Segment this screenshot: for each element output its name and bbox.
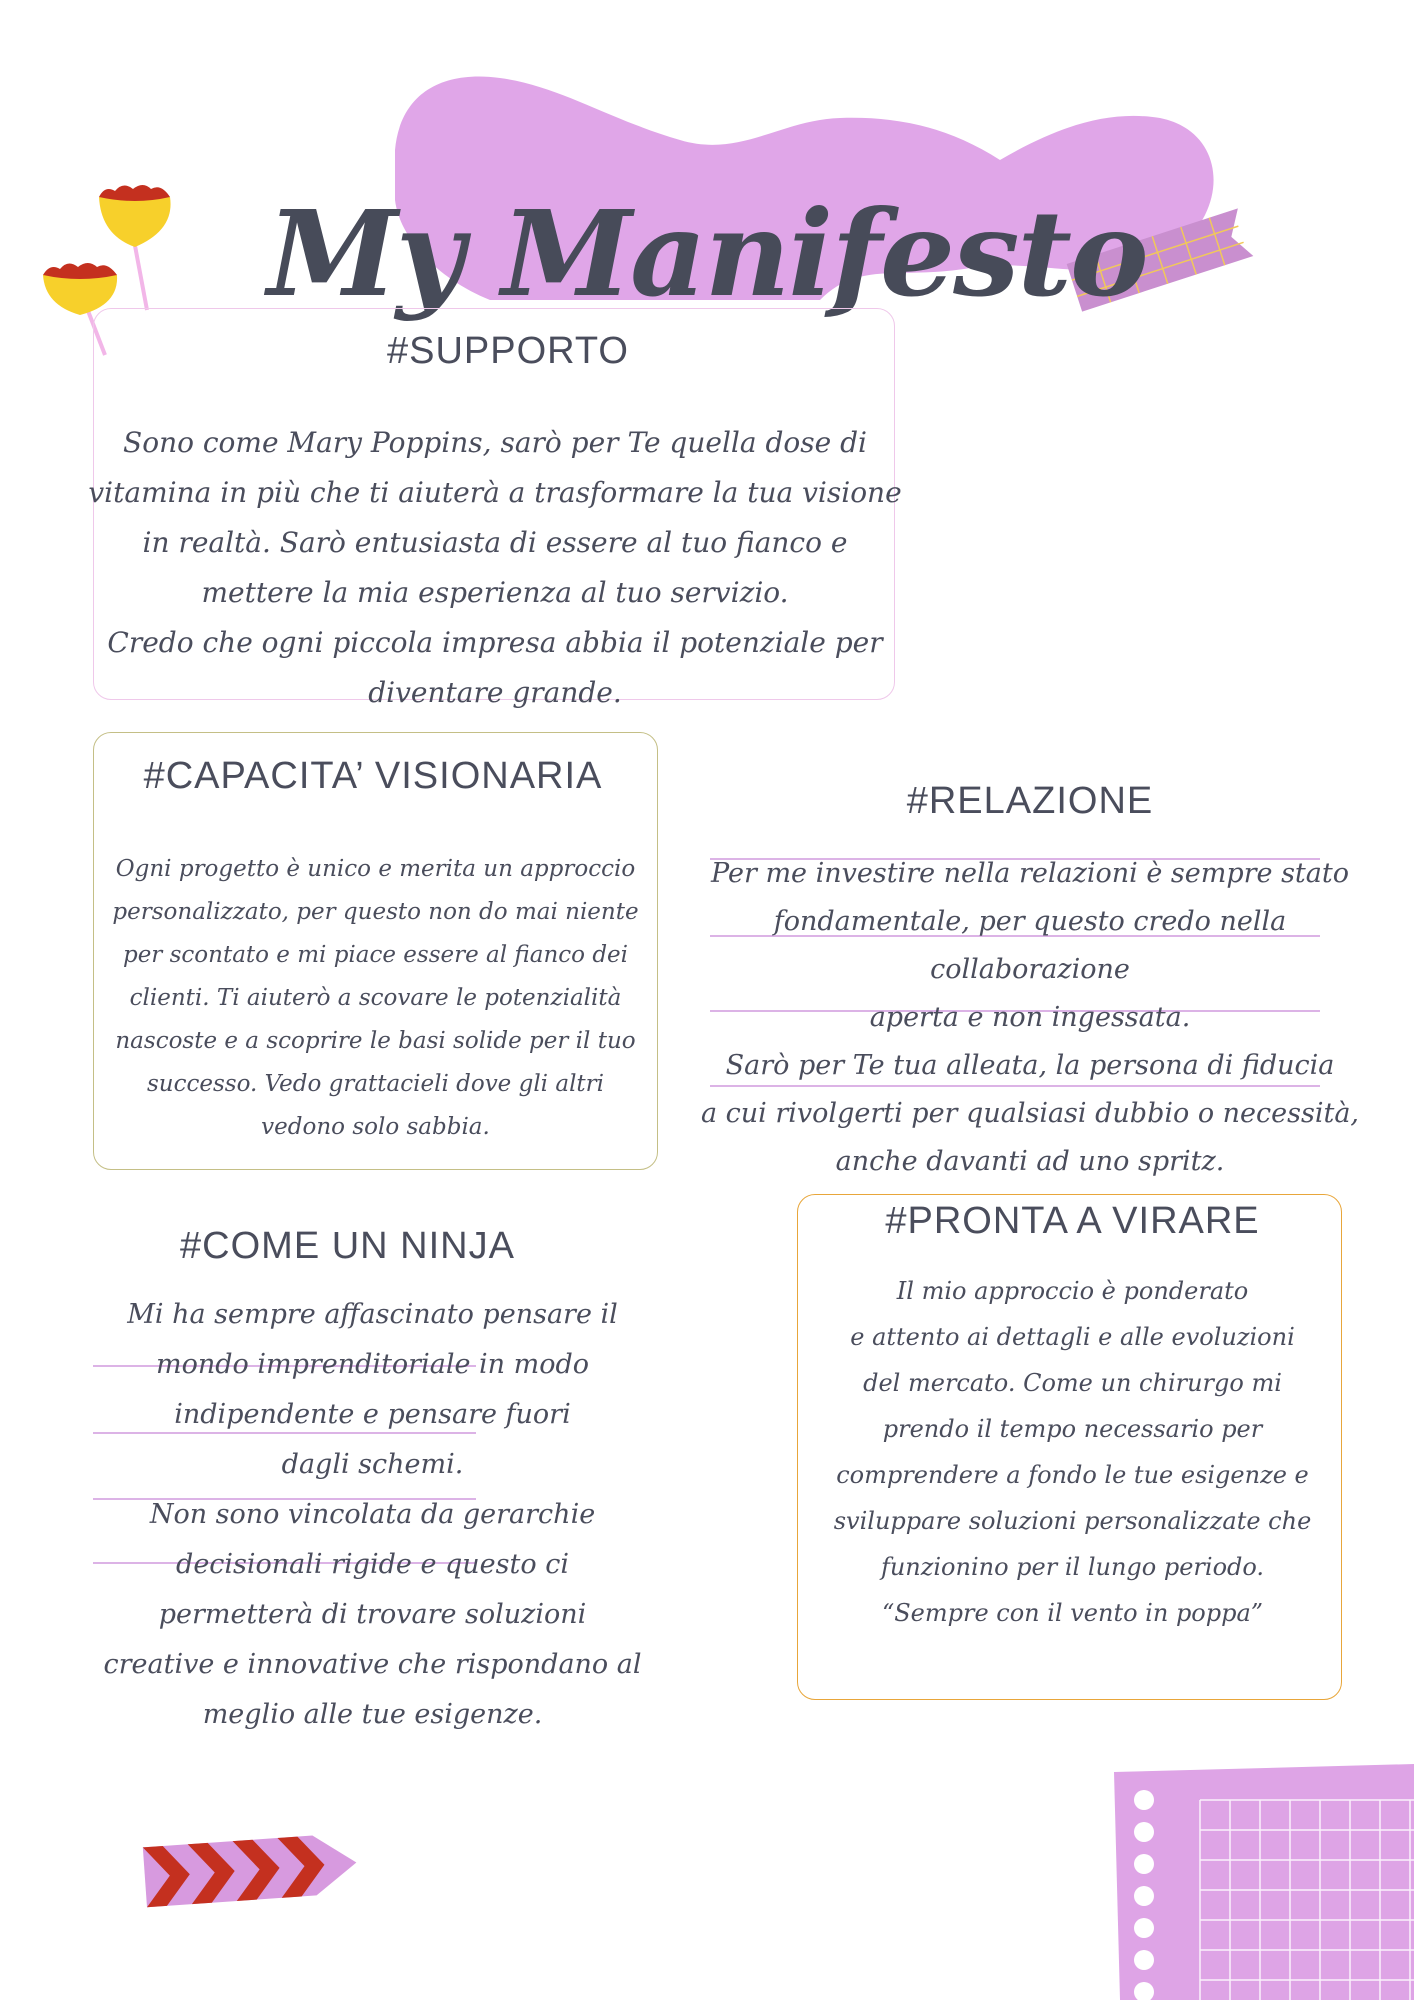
visionaria-line: successo. Vedo grattacieli dove gli altri [146, 1071, 605, 1097]
supporto-heading: #SUPPORTO [386, 330, 629, 372]
ninja-heading: #COME UN NINJA [180, 1225, 515, 1267]
ninja-line: Mi ha sempre affascinato pensare il [127, 1299, 618, 1330]
ninja-line: mondo imprenditoriale in modo [155, 1349, 590, 1380]
relazione-line: aperta e non ingessata. [869, 1002, 1191, 1033]
supporto-line: mettere la mia esperienza al tuo servizio. [201, 576, 789, 609]
visionaria-line: per scontato e mi piace essere al fianco dei [122, 942, 629, 968]
visionaria-line: personalizzato, per questo non do mai niente [112, 899, 639, 925]
virare-line: Il mio approccio è ponderato [896, 1277, 1249, 1305]
virare-line: comprendere a fondo le tue esigenze e [836, 1461, 1309, 1489]
ninja-line: permetterà di trovare soluzioni [158, 1599, 587, 1630]
supporto-text [70, 418, 920, 718]
ninja-line: decisionali rigide e questo ci [176, 1549, 569, 1580]
virare-line: e attento ai dettagli e alle evoluzioni [850, 1323, 1295, 1351]
visionaria-heading: #CAPACITA’ VISIONARIA [143, 755, 603, 797]
virare-line: funzionino per il lungo periodo. [880, 1553, 1265, 1581]
virare-line: “Sempre con il vento in poppa” [881, 1599, 1264, 1627]
chevron-tape-icon [135, 1820, 365, 1930]
relazione-line: Per me investire nella relazioni è sempre stato [711, 858, 1349, 889]
ninja-line: meglio alle tue esigenze. [202, 1699, 543, 1730]
virare-heading: #PRONTA A VIRARE [885, 1200, 1260, 1242]
visionaria-line: clienti. Ti aiuterò a scovare le potenzialità [129, 985, 622, 1011]
ninja-line: Non sono vincolata da gerarchie [149, 1499, 596, 1530]
visionaria-line: nascoste e a scoprire le basi solide per il tuo [115, 1028, 636, 1054]
relazione-line: fondamentale, per questo credo nella collaborazione [773, 906, 1287, 985]
relazione-text [690, 850, 1370, 1186]
notebook-page-icon [1110, 1760, 1414, 2000]
supporto-line: in realtà. Sarò entusiasta di essere al tuo fianco e [142, 526, 848, 559]
virare-line: sviluppare soluzioni personalizzate che [833, 1507, 1312, 1535]
virare-line: prendo il tempo necessario per [882, 1415, 1263, 1443]
visionaria-line: vedono solo sabbia. [261, 1114, 490, 1140]
supporto-line: Credo che ogni piccola impresa abbia il potenziale per [107, 626, 883, 659]
relazione-heading: #RELAZIONE [906, 780, 1154, 822]
ninja-text [90, 1290, 655, 1740]
supporto-line: Sono come Mary Poppins, sarò per Te quella dose di [123, 426, 867, 459]
visionaria-line: Ogni progetto è unico e merita un approccio [115, 856, 636, 882]
supporto-line: vitamina in più che ti aiuterà a trasformare la tua visione [88, 476, 902, 509]
virare-line: del mercato. Come un chirurgo mi [863, 1369, 1282, 1397]
supporto-line: diventare grande. [368, 676, 622, 709]
relazione-line: a cui rivolgerti per qualsiasi dubbio o necessità, [700, 1098, 1360, 1129]
relazione-line: Sarò per Te tua alleata, la persona di fiducia [725, 1050, 1335, 1081]
relazione-line: anche davanti ad uno spritz. [835, 1146, 1225, 1177]
ninja-line: dagli schemi. [281, 1449, 464, 1480]
ninja-line: creative e innovative che rispondano al [103, 1649, 642, 1680]
ninja-line: indipendente e pensare fuori [174, 1399, 571, 1430]
page-title: My Manifesto [267, 184, 1147, 324]
virare-text [800, 1268, 1345, 1636]
visionaria-text [93, 848, 658, 1149]
